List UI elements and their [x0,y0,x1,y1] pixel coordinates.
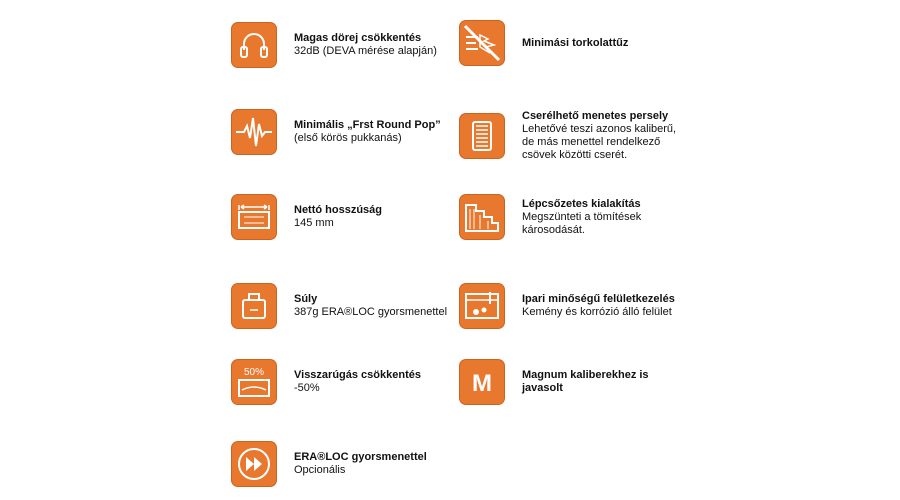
feature-desc: Megszünteti a tömítések károsodását. [522,210,642,236]
weight-icon [232,284,276,328]
feature-desc: (első körös pukkanás) [294,132,402,144]
feature-title: Cserélhető menetes persely [522,110,669,122]
feature-magnum [460,360,649,404]
feature-recoil-reduction [232,360,421,404]
feature-thread-adapter [460,110,676,162]
feature-stepped-design [460,195,641,239]
feature-desc: Lehetővé teszi azonos kaliberű, de más menettel rendelkező csövek közötti cserét. [522,123,677,161]
feature-title: Nettó hosszúság [294,204,383,216]
feature-title: Minimális „Frst Round Pop” [294,119,441,131]
pulse-wave-icon [232,110,276,154]
feature-title: Súly [294,293,318,305]
feature-title: Minimási torkolattűz [522,36,629,49]
quick-lock-icon [232,442,276,486]
length-icon [232,195,276,239]
feature-desc: 32dB (DEVA mérése alapján) [294,45,437,57]
recoil-badge: 50% [243,367,265,378]
feature-length [232,195,382,239]
feature-title: Magas dörej csökkentés [294,32,422,44]
stepped-design-icon [460,195,504,239]
no-muzzle-flash-icon [460,21,504,65]
feature-desc: Opcionális [294,464,346,476]
feature-title: ERA®LOC gyorsmenettel [294,451,427,463]
feature-desc: 387g ERA®LOC gyorsmenettel [294,306,448,318]
feature-title: Magnum kaliberekhez is javasolt [522,369,649,394]
feature-title: Visszarúgás csökkentés [294,369,421,381]
magnum-letter: M [472,370,492,397]
feature-title: Ipari minőségű felületkezelés [522,293,675,305]
feature-quick-lock [232,442,427,486]
surface-treatment-icon [460,284,504,328]
feature-surface-treatment [460,284,675,328]
magnum-icon [460,360,504,404]
feature-desc: Kemény és korrózió álló felület [522,306,672,318]
thread-adapter-icon [460,114,504,158]
recoil-reduction-icon [232,360,276,404]
ear-protection-icon [232,23,276,67]
feature-title: Lépcsőzetes kialakítás [522,197,641,210]
feature-desc: -50% [294,382,320,394]
feature-desc: 145 mm [294,217,334,229]
feature-noise-reduction [232,23,437,67]
feature-muzzle-flash [460,21,628,65]
feature-first-round-pop [232,110,441,154]
feature-weight [232,284,447,328]
